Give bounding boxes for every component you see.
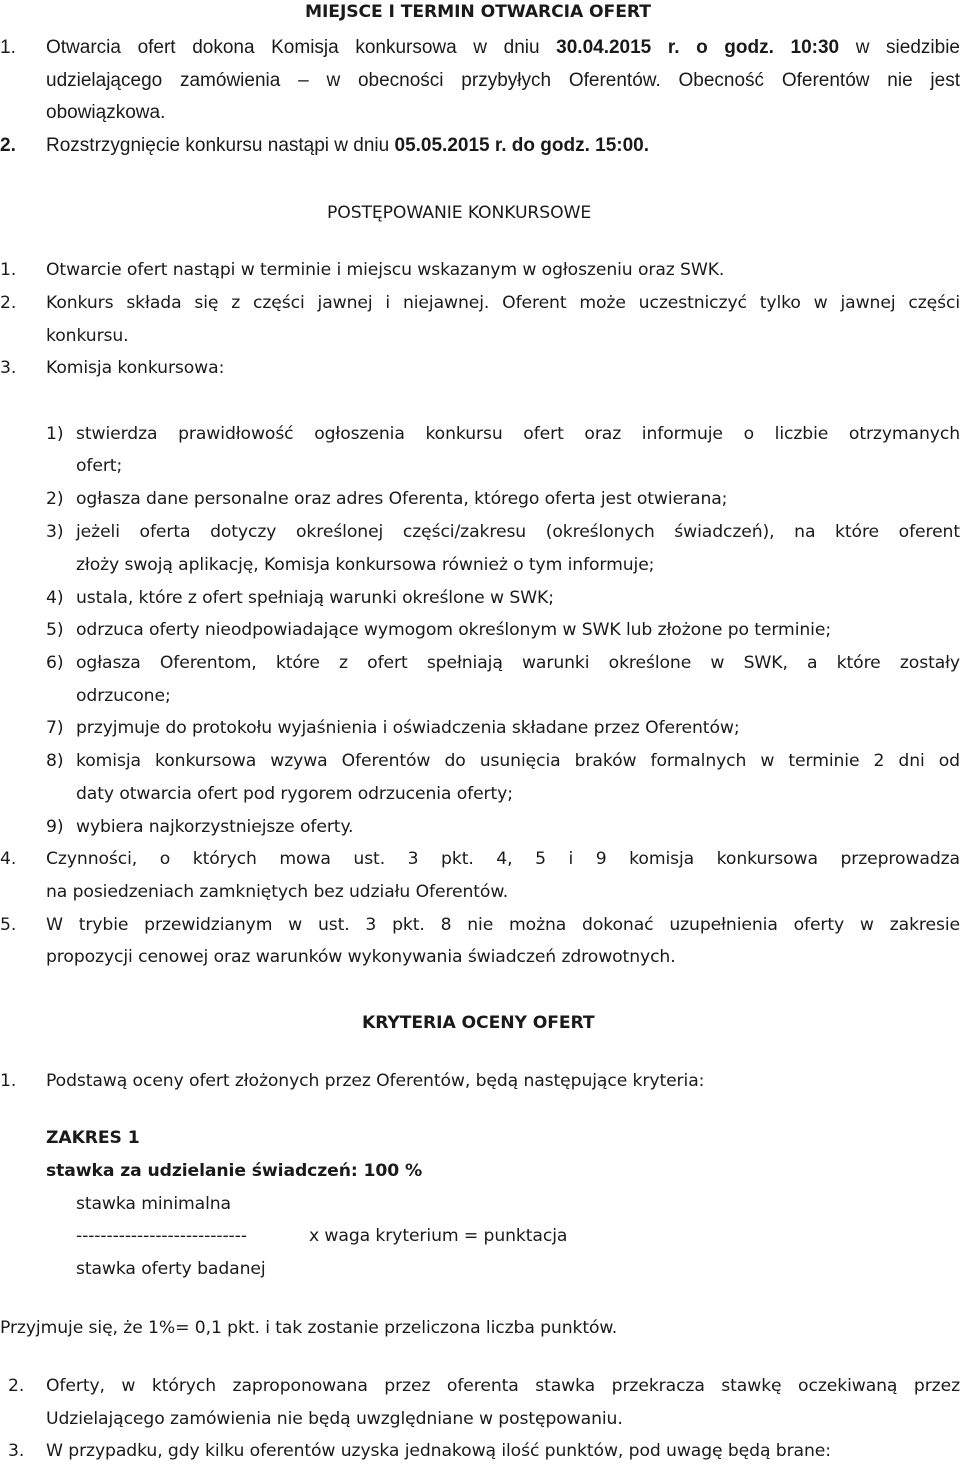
section-heading-place-time: MIEJSCE I TERMIN OTWARCIA OFERT xyxy=(305,2,651,22)
list-number: 1. xyxy=(0,1071,17,1091)
scoring-note: Przyjmuje się, że 1%= 0,1 pkt. i tak zostanie przeliczona liczba punktów. xyxy=(0,1318,618,1338)
list-number: 1. xyxy=(0,37,16,58)
sublist-item-text: odrzucone; xyxy=(76,686,171,706)
list-item-text: Oferty, w których zaproponowana przez oferenta stawka przekracza stawkę oczekiwaną przez xyxy=(46,1376,960,1396)
list-number: 3. xyxy=(8,1441,25,1461)
sublist-item-text: komisja konkursowa wzywa Oferentów do usunięcia braków formalnych w terminie 2 dni od xyxy=(76,751,960,771)
list-item-text: Otwarcie ofert nastąpi w terminie i miejscu wskazanym w ogłoszeniu oraz SWK. xyxy=(46,260,725,280)
list-item-text: Podstawą oceny ofert złożonych przez Oferentów, będą następujące kryteria: xyxy=(46,1071,705,1091)
section-heading-criteria: KRYTERIA OCENY OFERT xyxy=(362,1013,595,1033)
list-item-text: na posiedzeniach zamkniętych bez udziału Oferentów. xyxy=(46,882,509,902)
list-item-text: konkursu. xyxy=(46,326,129,346)
zakres-subtitle: stawka za udzielanie świadczeń: 100 % xyxy=(46,1161,423,1181)
list-item-text: Rozstrzygnięcie konkursu nastąpi w dniu 05.05.2015 r. do godz. 15:00. xyxy=(46,135,650,156)
sublist-item-text: ogłasza dane personalne oraz adres Oferenta, którego oferta jest otwierana; xyxy=(76,489,728,509)
sublist-number: 2) xyxy=(46,489,64,509)
formula-numerator: stawka minimalna xyxy=(76,1194,231,1214)
sublist-number: 3) xyxy=(46,522,64,542)
sublist-item-text: ogłasza Oferentom, które z ofert spełniają warunki określone w SWK, a które zostały xyxy=(76,653,960,673)
list-item-text: Komisja konkursowa: xyxy=(46,358,225,378)
sublist-number: 7) xyxy=(46,718,64,738)
list-item-text: W przypadku, gdy kilku oferentów uzyska jednakową ilość punktów, pod uwagę będą brane: xyxy=(46,1441,831,1461)
list-item-text: Otwarcia ofert dokona Komisja konkursowa w dniu 30.04.2015 r. o godz. 10:30 w siedzibie xyxy=(46,37,960,58)
sublist-item-text: złoży swoją aplikację, Komisja konkursowa również o tym informuje; xyxy=(76,555,655,575)
sublist-number: 6) xyxy=(46,653,64,673)
list-number: 2. xyxy=(0,135,16,156)
zakres-title: ZAKRES 1 xyxy=(46,1128,140,1148)
sublist-item-text: ustala, które z ofert spełniają warunki określone w SWK; xyxy=(76,588,554,608)
list-number: 4. xyxy=(0,849,17,869)
sublist-item-text: przyjmuje do protokołu wyjaśnienia i oświadczenia składane przez Oferentów; xyxy=(76,718,740,738)
sublist-number: 1) xyxy=(46,424,64,444)
list-item-text: propozycji cenowej oraz warunków wykonywania świadczeń zdrowotnych. xyxy=(46,947,676,967)
list-number: 2. xyxy=(0,293,17,313)
list-number: 2. xyxy=(8,1376,25,1396)
list-item-text: W trybie przewidzianym w ust. 3 pkt. 8 nie można dokonać uzupełnienia oferty w zakresie xyxy=(46,915,960,935)
sublist-number: 8) xyxy=(46,751,64,771)
sublist-number: 4) xyxy=(46,588,64,608)
list-item-text: Czynności, o których mowa ust. 3 pkt. 4, 5 i 9 komisja konkursowa przeprowadza xyxy=(46,849,960,869)
sublist-number: 9) xyxy=(46,817,64,837)
list-item-text: Konkurs składa się z części jawnej i niejawnej. Oferent może uczestniczyć tylko w jawnej części xyxy=(46,293,960,313)
sublist-item-text: stwierdza prawidłowość ogłoszenia konkursu ofert oraz informuje o liczbie otrzymanych xyxy=(76,424,960,444)
sublist-item-text: daty otwarcia ofert pod rygorem odrzucenia oferty; xyxy=(76,784,513,804)
list-number: 5. xyxy=(0,915,17,935)
formula-bar: ---------------------------- xyxy=(76,1226,247,1246)
list-item-text: udzielającego zamówienia – w obecności przybyłych Oferentów. Obecność Oferentów nie jest xyxy=(46,70,960,91)
section-heading-procedure: POSTĘPOWANIE KONKURSOWE xyxy=(327,203,592,223)
sublist-number: 5) xyxy=(46,620,64,640)
formula-denominator: stawka oferty badanej xyxy=(76,1259,266,1279)
list-number: 1. xyxy=(0,260,17,280)
list-item-text: obowiązkowa. xyxy=(46,102,166,123)
list-number: 3. xyxy=(0,358,17,378)
sublist-item-text: ofert; xyxy=(76,456,123,476)
sublist-item-text: odrzuca oferty nieodpowiadające wymogom określonym w SWK lub złożone po terminie; xyxy=(76,620,832,640)
formula-operator: x waga kryterium = punktacja xyxy=(309,1226,568,1246)
sublist-item-text: jeżeli oferta dotyczy określonej części/zakresu (określonych świadczeń), na które oferent xyxy=(76,522,960,542)
sublist-item-text: wybiera najkorzystniejsze oferty. xyxy=(76,817,354,837)
list-item-text: Udzielającego zamówienia nie będą uwzględniane w postępowaniu. xyxy=(46,1409,623,1429)
